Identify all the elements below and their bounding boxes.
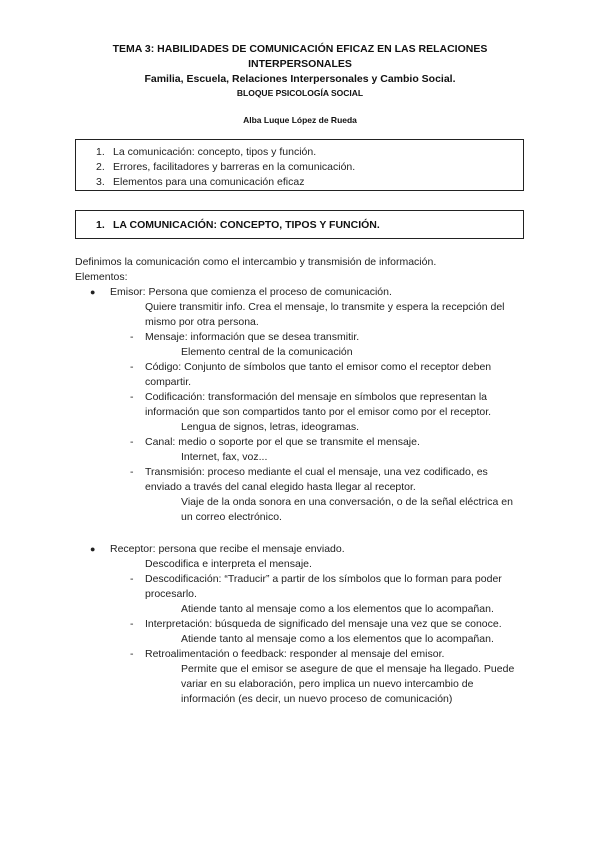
- codigo-item: compartir.: [145, 376, 192, 388]
- bullet-icon: ●: [90, 544, 96, 554]
- toc-item-number: 3.: [96, 176, 105, 188]
- transmision-item: enviado a través del canal elegido hasta llegar al receptor.: [145, 481, 416, 493]
- descodificacion-item: Descodificación: “Traducir” a partir de los símbolos que lo forman para poder: [145, 573, 502, 585]
- document-subtitle: Familia, Escuela, Relaciones Interpersonales y Cambio Social.: [144, 73, 456, 85]
- toc-item-number: 2.: [96, 161, 105, 173]
- interpretacion-sub: Atiende tanto al mensaje como a los elementos que lo acompañan.: [181, 633, 494, 645]
- descodificacion-sub: Atiende tanto al mensaje como a los elementos que lo acompañan.: [181, 603, 494, 615]
- toc-item: [96, 175, 523, 190]
- codigo-item: Código: Conjunto de símbolos que tanto el emisor como el receptor deben: [145, 361, 492, 373]
- emisor-desc: Quiere transmitir info. Crea el mensaje, lo transmite y espera la recepción del: [145, 301, 505, 313]
- emisor-desc: mismo por otra persona.: [145, 316, 259, 328]
- intro-text: Definimos la comunicación como el intercambio y transmisión de información.: [75, 256, 437, 268]
- toc-item-text: La comunicación: concepto, tipos y función.: [113, 146, 317, 158]
- toc-item: [96, 145, 523, 160]
- transmision-sub: un correo electrónico.: [181, 511, 282, 523]
- transmision-item: Transmisión: proceso mediante el cual el mensaje, una vez codificado, es: [145, 466, 488, 478]
- bullet-icon: ●: [90, 287, 96, 297]
- receptor-desc: Descodifica e interpreta el mensaje.: [145, 558, 312, 570]
- canal-item: Canal: medio o soporte por el que se transmite el mensaje.: [145, 436, 420, 448]
- dash-marker: -: [130, 466, 134, 478]
- toc-item-number: 1.: [96, 146, 105, 158]
- dash-marker: -: [130, 391, 134, 403]
- elementos-label: Elementos:: [75, 271, 128, 283]
- retroalimentacion-sub: Permite que el emisor se asegure de que el mensaje ha llegado. Puede: [181, 663, 515, 675]
- retroalimentacion-item: Retroalimentación o feedback: responder al mensaje del emisor.: [145, 648, 445, 660]
- dash-marker: -: [130, 573, 134, 585]
- document-author: Alba Luque López de Rueda: [243, 115, 357, 125]
- dash-marker: -: [130, 618, 134, 630]
- dash-marker: -: [130, 648, 134, 660]
- mensaje-sub: Elemento central de la comunicación: [181, 346, 353, 358]
- toc-item-text: Errores, facilitadores y barreras en la comunicación.: [113, 161, 356, 173]
- table-of-contents: [75, 139, 524, 191]
- section-number: 1.: [96, 219, 105, 231]
- codificacion-item: información que son compartidos tanto por el emisor como por el receptor.: [145, 406, 492, 418]
- toc-item: [96, 160, 523, 175]
- transmision-sub: Viaje de la onda sonora en una conversación, o de la señal eléctrica en: [181, 496, 513, 508]
- section-heading: [75, 210, 524, 239]
- dash-marker: -: [130, 436, 134, 448]
- interpretacion-item: Interpretación: búsqueda de significado del mensaje una vez que se conoce.: [145, 618, 502, 630]
- retroalimentacion-sub: variar en su elaboración, pero implica un nuevo intercambio de: [181, 678, 474, 690]
- codificacion-item: Codificación: transformación del mensaje en símbolos que representan la: [145, 391, 488, 403]
- retroalimentacion-sub: información (es decir, un nuevo proceso de comunicación): [181, 693, 453, 705]
- dash-marker: -: [130, 331, 134, 343]
- codificacion-sub: Lengua de signos, letras, ideogramas.: [181, 421, 360, 433]
- emisor-label: Emisor: Persona que comienza el proceso de comunicación.: [110, 286, 392, 298]
- receptor-label: Receptor: persona que recibe el mensaje enviado.: [110, 543, 345, 555]
- document-bloque: BLOQUE PSICOLOGÍA SOCIAL: [236, 88, 364, 98]
- dash-marker: -: [130, 361, 134, 373]
- toc-item-text: Elementos para una comunicación eficaz: [113, 176, 305, 188]
- section-title: LA COMUNICACIÓN: CONCEPTO, TIPOS Y FUNCIÓN.: [113, 219, 380, 231]
- canal-sub: Internet, fax, voz...: [181, 451, 268, 463]
- document-title: TEMA 3: HABILIDADES DE COMUNICACIÓN EFICAZ EN LAS RELACIONES INTERPERSONALES: [112, 43, 488, 70]
- descodificacion-item: procesarlo.: [145, 588, 197, 600]
- document-header: [0, 42, 600, 99]
- mensaje-item: Mensaje: información que se desea transmitir.: [145, 331, 360, 343]
